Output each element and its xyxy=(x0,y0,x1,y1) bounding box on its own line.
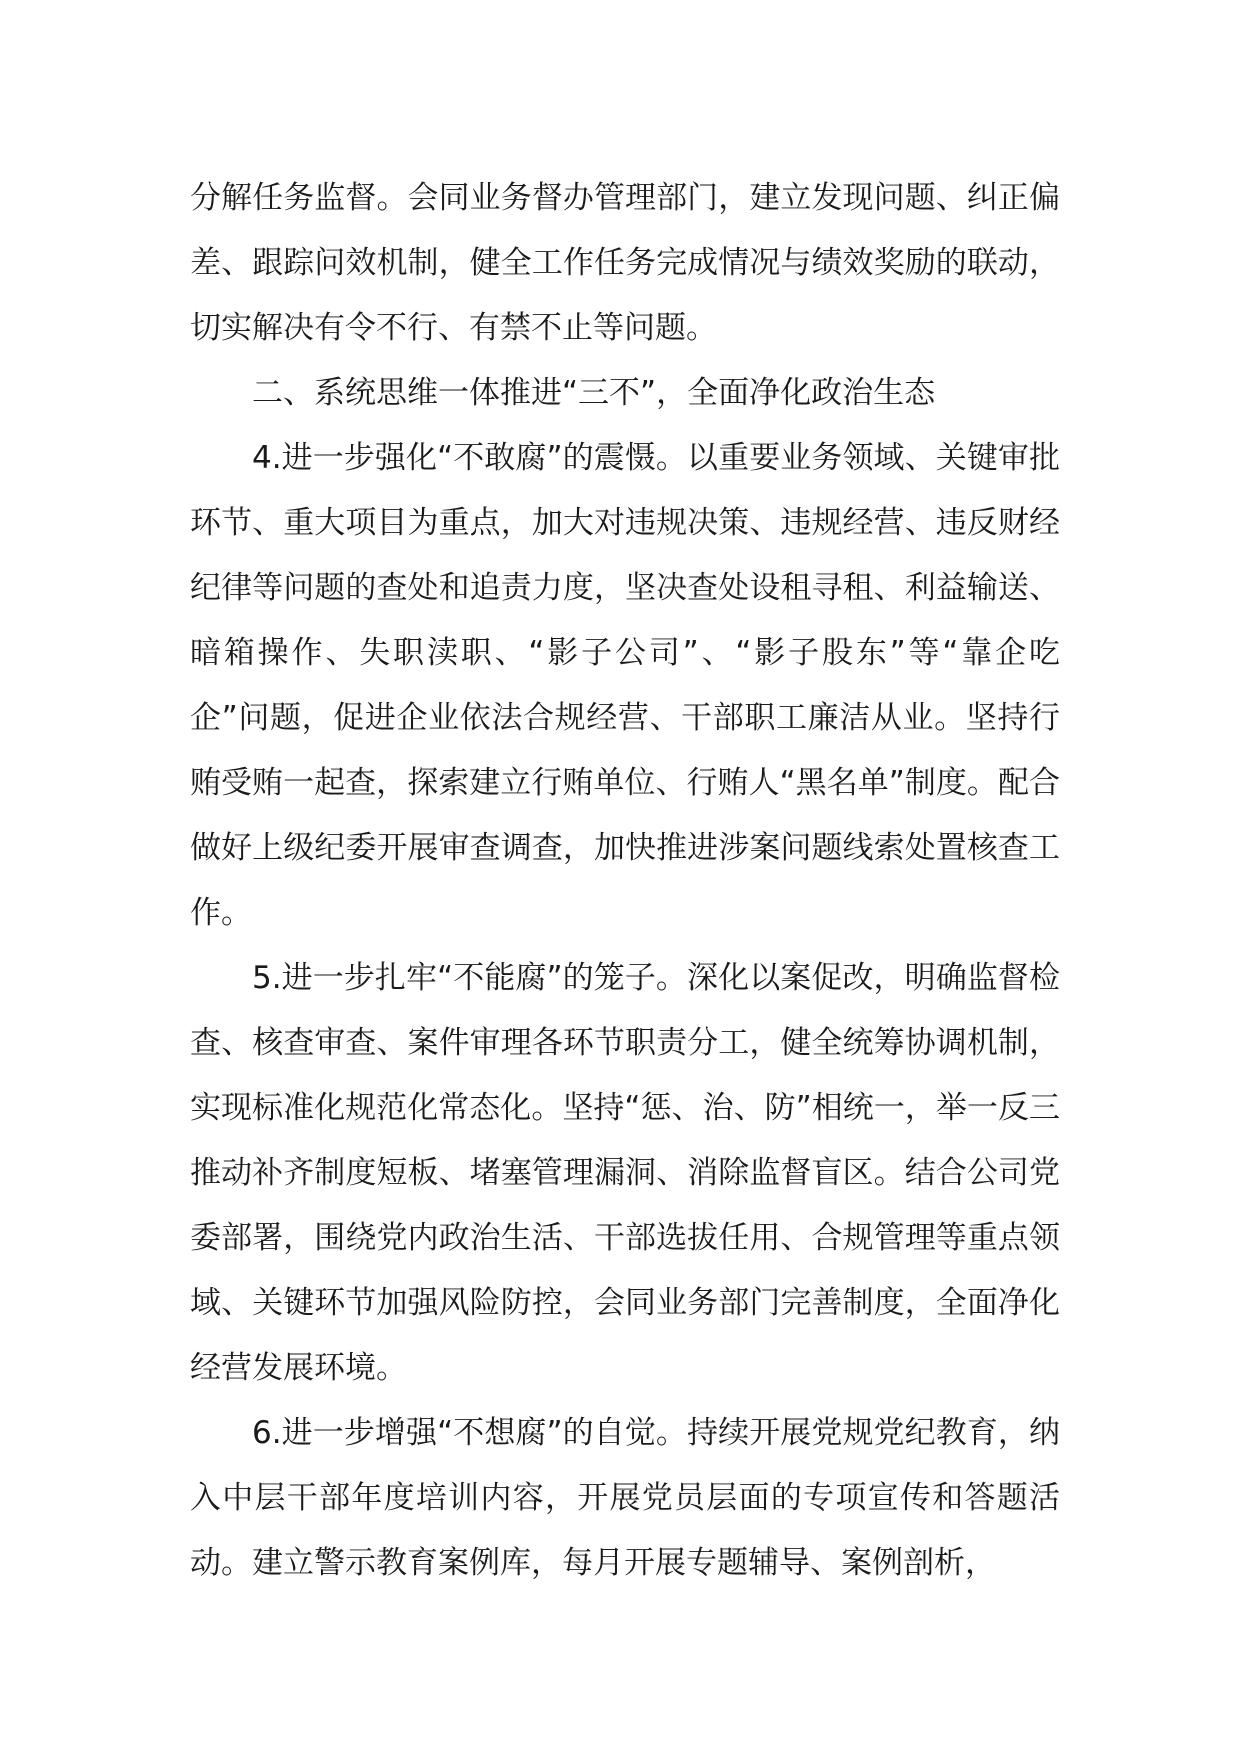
document-body xyxy=(190,166,1060,1596)
paragraph-item-5: 5.进一步扎牢“不能腐”的笼子。深化以案促改，明确监督检查、核查审查、案件审理各环节职责分工，健全统筹协调机制，实现标准化规范化常态化。坚持“惩、治、防”相统一，举一反三推动补齐制度短板、堵塞管理漏洞、消除监督盲区。结合公司党委部署，围绕党内政治生活、干部选拔任用、合规管理等重点领域、关键环节加强风险防控，会同业务部门完善制度，全面净化经营发展环境。 xyxy=(190,960,1060,1386)
paragraph-continuation: 分解任务监督。会同业务督办管理部门，建立发现问题、纠正偏差、跟踪问效机制，健全工作任务完成情况与绩效奖励的联动，切实解决有令不行、有禁不止等问题。 xyxy=(190,180,1060,346)
paragraph-item-4: 4.进一步强化“不敢腐”的震慑。以重要业务领域、关键审批环节、重大项目为重点，加大对违规决策、违规经营、违反财经纪律等问题的查处和追责力度，坚决查处设租寻租、利益输送、暗箱操作、失职渎职、“影子公司”、“影子股东”等“靠企吃企”问题，促进企业依法合规经营、干部职工廉洁从业。坚持行贿受贿一起查，探索建立行贿单位、行贿人“黑名单”制度。配合做好上级纪委开展审查调查，加快推进涉案问题线索处置核查工作。 xyxy=(190,440,1060,931)
paragraph-item-6: 6.进一步增强“不想腐”的自觉。持续开展党规党纪教育，纳入中层干部年度培训内容，开展党员层面的专项宣传和答题活动。建立警示教育案例库，每月开展专题辅导、案例剖析， xyxy=(190,1415,1060,1581)
section-heading: 二、系统思维一体推进“三不”，全面净化政治生态 xyxy=(252,375,936,411)
